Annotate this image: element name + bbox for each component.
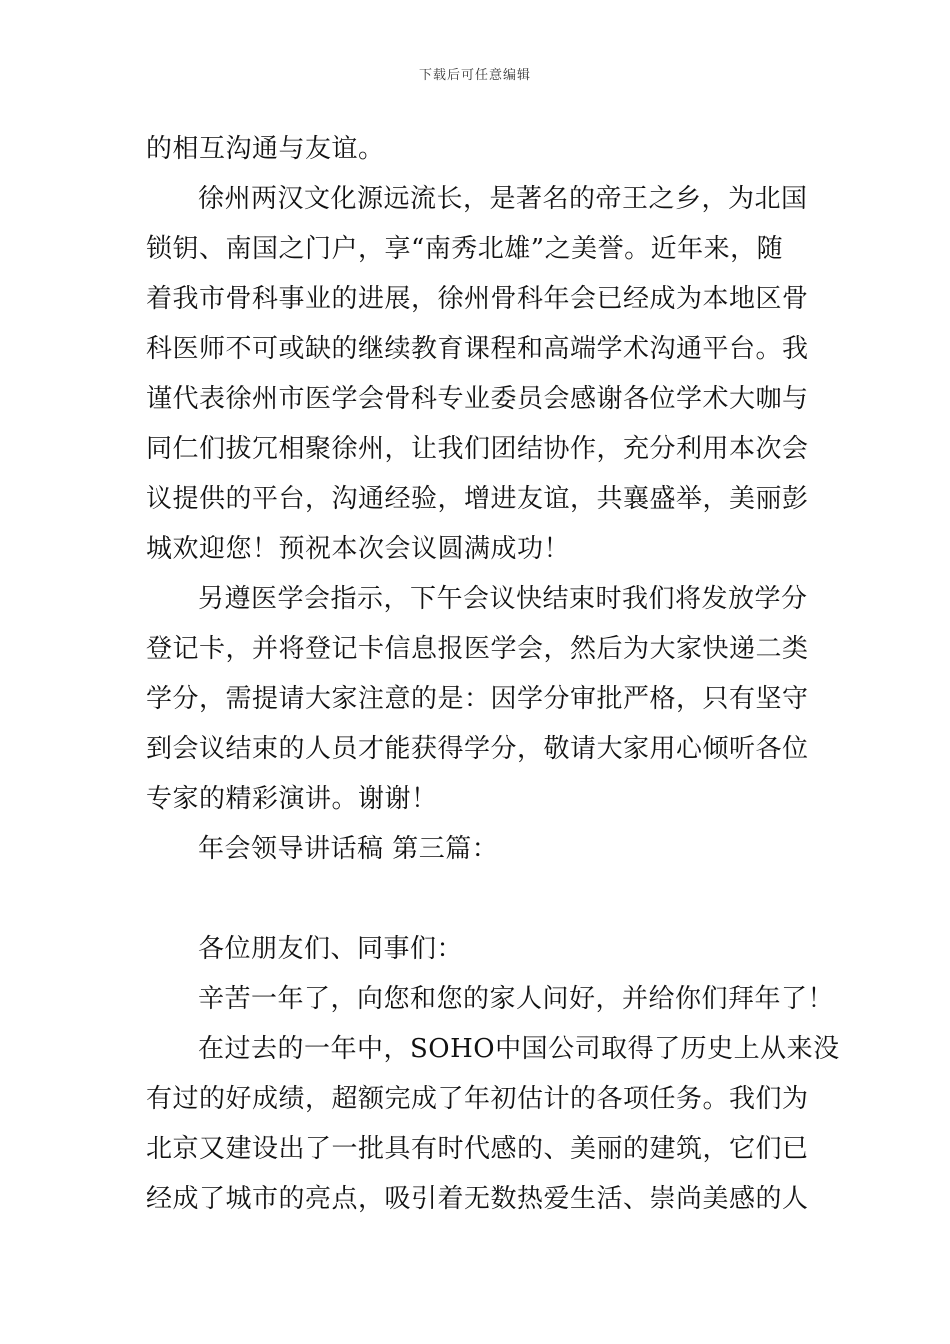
text-line: 登记卡，并将登记卡信息报医学会，然后为大家快递二类 (146, 634, 809, 664)
salutation-line: 各位朋友们、同事们： (198, 934, 464, 964)
document-body (146, 124, 840, 1224)
paragraph-start-line: 另遵医学会指示，下午会议快结束时我们将发放学分 (198, 584, 808, 614)
text-line: 科医师不可或缺的继续教育课程和高端学术沟通平台。我 (146, 334, 809, 364)
text-line: 有过的好成绩，超额完成了年初估计的各项任务。我们为 (146, 1084, 809, 1114)
text-line: 同仁们拔冗相聚徐州，让我们团结协作，充分利用本次会 (146, 434, 809, 464)
text-line: 北京又建设出了一批具有时代感的、美丽的建筑，它们已 (146, 1134, 809, 1164)
section-heading: 年会领导讲话稿 第三篇： (198, 834, 499, 864)
text-line: 到会议结束的人员才能获得学分，敬请大家用心倾听各位 (146, 734, 809, 764)
text-line: 学分，需提请大家注意的是：因学分审批严格，只有坚守 (146, 684, 809, 714)
header-note: 下载后可任意编辑 (418, 68, 531, 83)
text-line: 经成了城市的亮点，吸引着无数热爱生活、崇尚美感的人 (146, 1184, 809, 1214)
paragraph-start-line: 在过去的一年中，SOHO中国公司取得了历史上从来没 (198, 1034, 840, 1064)
blank-line (146, 874, 806, 924)
text-line: 的相互沟通与友谊。 (146, 134, 385, 164)
text-line: 议提供的平台，沟通经验，增进友谊，共襄盛举，美丽彭 (146, 484, 809, 514)
text-line: 锁钥、南国之门户，享“南秀北雄”之美誉。近年来，随 (146, 234, 784, 264)
text-line: 着我市骨科事业的进展，徐州骨科年会已经成为本地区骨 (146, 284, 809, 314)
text-line: 城欢迎您！预祝本次会议圆满成功！ (146, 534, 571, 564)
text-line: 谨代表徐州市医学会骨科专业委员会感谢各位学术大咖与 (146, 384, 809, 414)
paragraph-start-line: 辛苦一年了，向您和您的家人问好，并给你们拜年了！ (198, 984, 835, 1014)
paragraph-start-line: 徐州两汉文化源远流长，是著名的帝王之乡，为北国 (198, 184, 808, 214)
text-line: 专家的精彩演讲。谢谢！ (146, 784, 438, 814)
